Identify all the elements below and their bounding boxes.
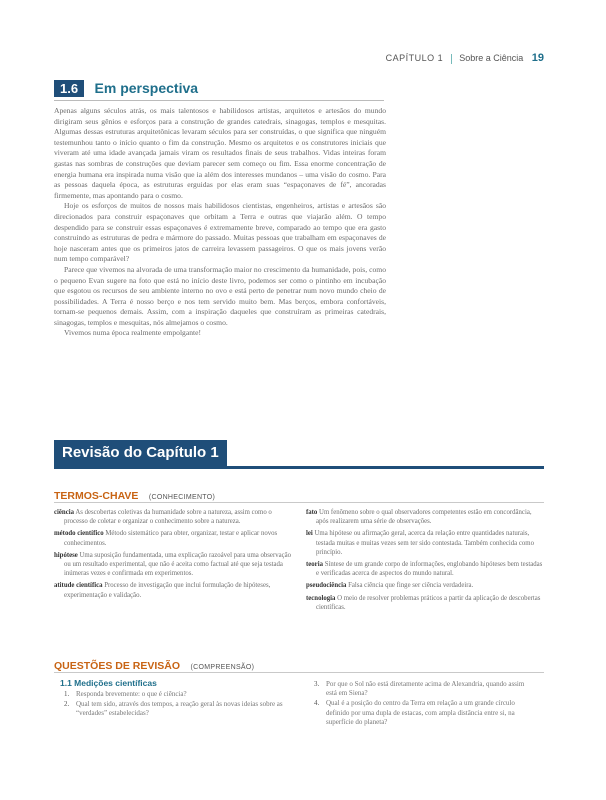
header-divider — [451, 54, 452, 64]
glossary-item — [306, 560, 544, 578]
question-text: Responda brevemente: o que é ciência? — [76, 690, 187, 698]
glossary-definition: O meio de resolver problemas práticos a partir da aplicação de descobertas científicas. — [316, 594, 541, 611]
question-item — [64, 690, 286, 699]
glossary-item — [54, 529, 292, 547]
glossary-definition: Síntese de um grande corpo de informações, englobando hipóteses bem testadas e verificadas acerca de aspectos do mundo natural. — [316, 561, 543, 578]
question-text: Qual é a posição do centro da Terra em relação a um grande círculo definido por uma dupla de estacas, com ampla distância entre si, na superfície do planeta? — [326, 699, 515, 726]
questions-subsection-title: 1.1 Medições científicas — [60, 678, 157, 688]
glossary-right-column — [306, 508, 544, 615]
glossary-item — [306, 581, 544, 590]
glossary-item — [54, 551, 292, 579]
section-heading — [54, 80, 384, 101]
glossary-term: teoria — [306, 561, 323, 569]
section-number: 1.6 — [54, 80, 84, 97]
question-number: 1. — [64, 690, 70, 698]
question-text: Qual tem sido, através dos tempos, a reação geral às novas ideias sobre as “verdades” estabelecidas? — [76, 700, 283, 718]
glossary-definition: Método sistemático para obter, organizar, testar e aplicar novos conhecimentos. — [64, 530, 278, 547]
glossary-definition: Processo de investigação que inclui formulação de hipóteses, experimentação e validação. — [64, 582, 271, 599]
question-number: 2. — [64, 700, 70, 709]
question-item — [314, 680, 536, 698]
glossary-term: pseudociência — [306, 582, 347, 590]
glossary-left-column — [54, 508, 292, 603]
paragraph: Hoje os esforços de muitos de nossos mais habilidosos cientistas, engenheiros, artistas e artesãos são direcionados para construir espaçonaves que orbitam a Terra e outras que viajarão além. O tempo despendido para se construir essas espaçonaves é extremamente breve, comparado ao tempo que era gasto construindo as estruturas de pedra e mármore do passado. Muitas pessoas que trabalham em espaçonaves de hoje nasceram antes que os primeiros jatos de carreira levassem passageiros. O que os mais jovens verão num tempo comparável? — [54, 201, 386, 264]
questions-right-column — [314, 680, 536, 728]
glossary-item — [306, 594, 544, 612]
review-banner — [54, 440, 544, 469]
glossary-term: método científico — [54, 530, 104, 538]
question-text: Por que o Sol não está diretamente acima de Alexandria, quando assim está em Siena? — [326, 680, 525, 698]
section-body — [54, 106, 386, 339]
key-terms-title: TERMOS-CHAVE — [54, 490, 139, 502]
glossary-term: tecnologia — [306, 594, 336, 602]
page-number: 19 — [531, 52, 544, 64]
glossary-definition: As descobertas coletivas da humanidade sobre a natureza, assim como o processo de coletar e organizar o conhecimento sobre a natureza. — [64, 509, 272, 526]
key-terms-heading — [54, 486, 544, 503]
question-item — [314, 699, 536, 727]
running-header — [386, 52, 544, 64]
paragraph: Parece que vivemos na alvorada de uma transformação maior no crescimento da humanidade, pois, como o pequeno Evan sugere na foto que está no início deste livro, podemos ser como o pintinho em incubação que esgotou os recursos de seu ambiente interno no ovo e está perto de penetrar num novo mundo cheio de possibilidades. A Terra é nosso berço e nos tem servido muito bem. Mas berços, embora confortáveis, tornam-se pequenos demais. Assim, com a inspiração daqueles que construíram as primeiras catedrais, sinagogas, templos e mesquitas, nós almejamos o cosmo. — [54, 264, 386, 327]
glossary-item — [306, 529, 544, 557]
glossary-item — [54, 508, 292, 526]
review-questions-title: QUESTÕES DE REVISÃO — [54, 660, 181, 672]
glossary-term: ciência — [54, 509, 75, 516]
chapter-label: CAPÍTULO 1 — [385, 53, 444, 63]
question-number: 3. — [314, 680, 320, 688]
glossary-term: lei — [306, 530, 313, 538]
glossary-item — [306, 508, 544, 526]
questions-left-column — [64, 690, 286, 720]
question-item — [64, 700, 286, 718]
glossary-definition: Um fenômeno sobre o qual observadores competentes estão em concordância, após realizarem uma série de observações. — [316, 509, 532, 526]
review-questions-subtitle: (COMPREENSÃO) — [190, 664, 255, 671]
paragraph: Vivemos numa época realmente empolgante! — [64, 328, 202, 338]
chapter-title: Sobre a Ciência — [459, 53, 524, 63]
glossary-definition: Uma suposição fundamentada, uma explicação razoável para uma observação ou um resultado experimental, que não é aceita como factual até que seja testada inúmeras vezes e confirmada em experimentos. — [64, 551, 292, 578]
glossary-term: fato — [306, 509, 318, 516]
glossary-item — [54, 581, 292, 599]
glossary-term: atitude científica — [54, 582, 103, 590]
question-number: 4. — [314, 699, 320, 708]
paragraph: Apenas alguns séculos atrás, os mais talentosos e habilidosos artistas, arquitetos e artesãos do mundo dirigiram seus gênios e esforços para a construção de grandes catedrais, sinagogas, templos e mesquitas. Algumas dessas estruturas arquitetônicas levaram séculos para ser construídas, o que significa que ninguém testemunhou tanto o início quanto o fim da construção. Mesmo os arquitetos e os construtores iniciais que viveram até uma idade avançada jamais viram os resultados finais de seus trabalhos. Vidas inteiras foram gastas nas sombras de construções que deviam parecer sem começo ou fim. Essa enorme concentração de energia humana era inspirada numa visão que ia além dos interesses mundanos – uma visão do cosmo. Para as pessoas daquela época, as estruturas erguidas por elas eram suas “espaçonaves de fé”, ancoradas firmemente, mas apontando para o cosmo. — [54, 106, 386, 200]
glossary-term: hipótese — [54, 551, 78, 559]
section-title: Em perspectiva — [94, 80, 199, 96]
review-title: Revisão do Capítulo 1 — [54, 440, 227, 466]
review-questions-heading — [54, 656, 544, 673]
glossary-definition: Falsa ciência que finge ser ciência verdadeira. — [348, 582, 474, 590]
key-terms-subtitle: (CONHECIMENTO) — [148, 494, 216, 501]
glossary-definition: Uma hipótese ou afirmação geral, acerca da relação entre quantidades naturais, testada muitas e muitas vezes sem ter sido contestada. Também conhecida como princípio. — [314, 530, 534, 556]
